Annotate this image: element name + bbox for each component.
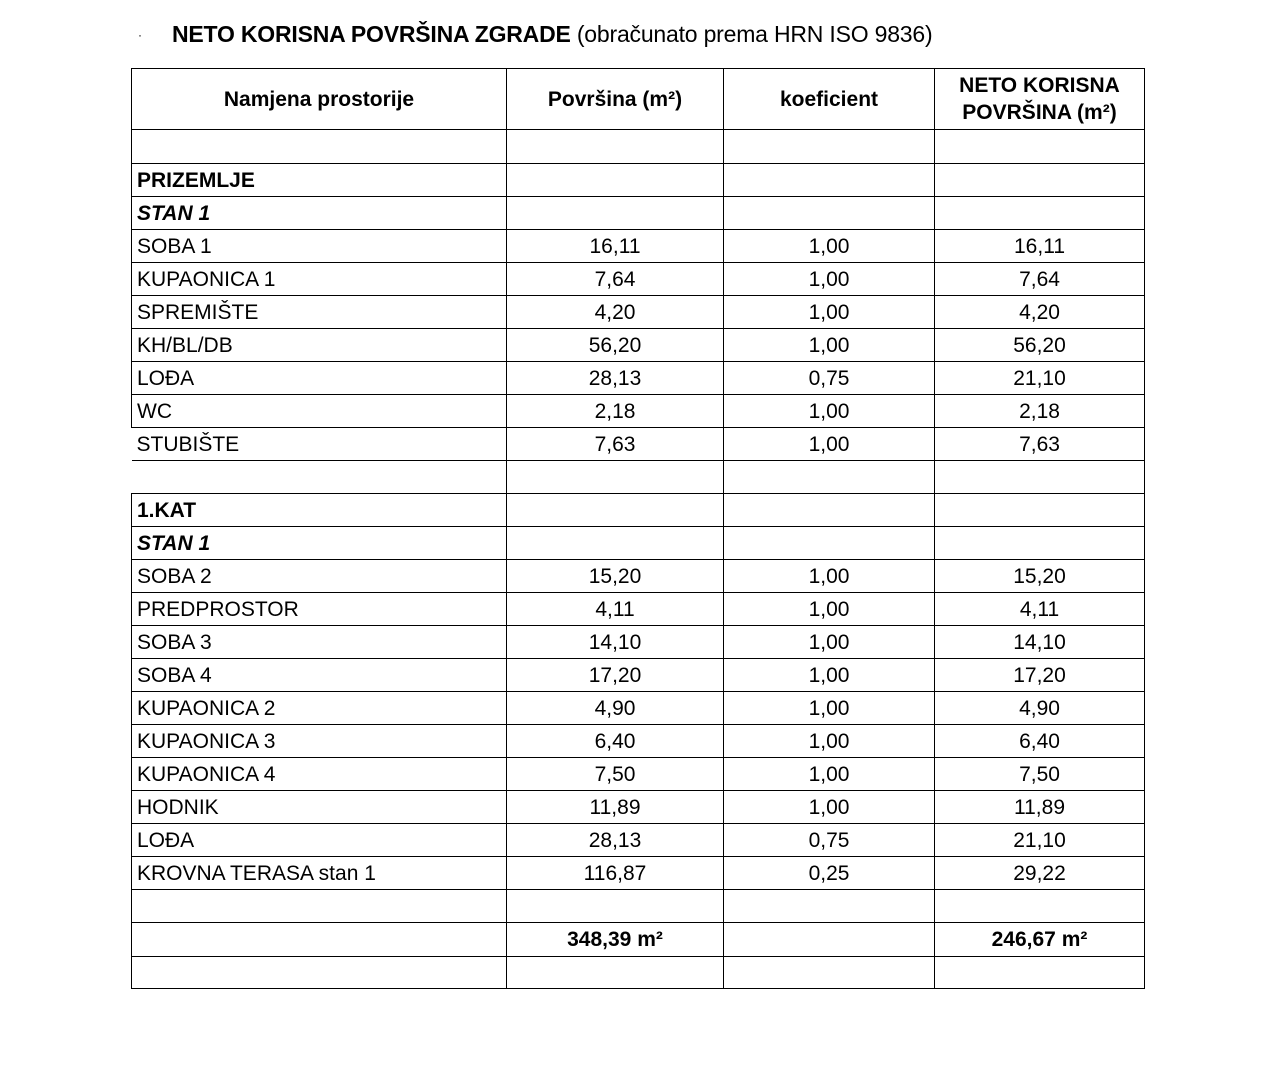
room-net-area: 7,64	[935, 263, 1145, 296]
table-row	[132, 230, 1145, 263]
room-name: STUBIŠTE	[132, 428, 507, 461]
room-net-area: 4,90	[935, 692, 1145, 725]
room-coefficient: 0,75	[724, 824, 935, 857]
table-row	[132, 263, 1145, 296]
room-coefficient: 1,00	[724, 758, 935, 791]
unit-heading-row	[132, 197, 1145, 230]
header-room: Namjena prostorije	[132, 69, 507, 130]
room-coefficient: 1,00	[724, 593, 935, 626]
room-coefficient: 1,00	[724, 395, 935, 428]
floor-first-label: 1.KAT	[132, 494, 507, 527]
room-coefficient: 1,00	[724, 560, 935, 593]
room-net-area: 21,10	[935, 362, 1145, 395]
table-row	[132, 593, 1145, 626]
room-net-area: 7,63	[935, 428, 1145, 461]
total-net-area: 246,67 m²	[935, 923, 1145, 957]
room-coefficient: 1,00	[724, 263, 935, 296]
room-area: 11,89	[507, 791, 724, 824]
room-area: 7,63	[507, 428, 724, 461]
table-row	[132, 560, 1145, 593]
room-name: PREDPROSTOR	[132, 593, 507, 626]
room-name: KUPAONICA 4	[132, 758, 507, 791]
room-net-area: 29,22	[935, 857, 1145, 890]
room-net-area: 14,10	[935, 626, 1145, 659]
document-title-note: (obračunato prema HRN ISO 9836)	[570, 21, 933, 47]
table-row	[132, 791, 1145, 824]
room-coefficient: 1,00	[724, 626, 935, 659]
room-area: 7,64	[507, 263, 724, 296]
room-area: 4,90	[507, 692, 724, 725]
room-area: 2,18	[507, 395, 724, 428]
header-coefficient: koeficient	[724, 69, 935, 130]
totals-row	[132, 923, 1145, 957]
table-row	[132, 758, 1145, 791]
table-row	[132, 725, 1145, 758]
room-name: KUPAONICA 1	[132, 263, 507, 296]
room-net-area: 4,11	[935, 593, 1145, 626]
table-row	[132, 824, 1145, 857]
room-coefficient: 1,00	[724, 725, 935, 758]
empty-row	[132, 957, 1145, 989]
room-name: LOĐA	[132, 362, 507, 395]
table-row	[132, 395, 1145, 428]
document-title	[172, 21, 932, 48]
floor-heading-row	[132, 494, 1145, 527]
room-net-area: 4,20	[935, 296, 1145, 329]
table-row	[132, 296, 1145, 329]
room-name: LOĐA	[132, 824, 507, 857]
room-net-area: 2,18	[935, 395, 1145, 428]
room-area: 28,13	[507, 824, 724, 857]
room-area: 4,20	[507, 296, 724, 329]
room-area: 28,13	[507, 362, 724, 395]
room-net-area: 11,89	[935, 791, 1145, 824]
room-name: KUPAONICA 2	[132, 692, 507, 725]
room-net-area: 15,20	[935, 560, 1145, 593]
room-area: 14,10	[507, 626, 724, 659]
room-area: 56,20	[507, 329, 724, 362]
room-name: WC	[132, 395, 507, 428]
room-area: 17,20	[507, 659, 724, 692]
room-area: 6,40	[507, 725, 724, 758]
room-net-area: 7,50	[935, 758, 1145, 791]
room-name: SOBA 1	[132, 230, 507, 263]
empty-row	[132, 130, 1145, 164]
room-coefficient: 1,00	[724, 428, 935, 461]
document-title-main: NETO KORISNA POVRŠINA ZGRADE	[172, 21, 571, 47]
room-name: SPREMIŠTE	[132, 296, 507, 329]
unit-ground-label: STAN 1	[132, 197, 507, 230]
floor-heading-row	[132, 164, 1145, 197]
room-coefficient: 1,00	[724, 659, 935, 692]
header-area: Površina (m²)	[507, 69, 724, 130]
room-net-area: 56,20	[935, 329, 1145, 362]
room-net-area: 17,20	[935, 659, 1145, 692]
room-area: 4,11	[507, 593, 724, 626]
room-net-area: 16,11	[935, 230, 1145, 263]
room-name: HODNIK	[132, 791, 507, 824]
room-coefficient: 0,75	[724, 362, 935, 395]
room-name: SOBA 4	[132, 659, 507, 692]
room-coefficient: 1,00	[724, 329, 935, 362]
room-coefficient: 1,00	[724, 230, 935, 263]
table-row	[132, 626, 1145, 659]
table-row	[132, 857, 1145, 890]
room-net-area: 21,10	[935, 824, 1145, 857]
room-coefficient: 0,25	[724, 857, 935, 890]
unit-heading-row	[132, 527, 1145, 560]
room-name: KH/BL/DB	[132, 329, 507, 362]
header-net-area: NETO KORISNA POVRŠINA (m²)	[935, 69, 1145, 130]
title-bullet: ·	[138, 28, 142, 42]
total-area: 348,39 m²	[507, 923, 724, 957]
room-name: SOBA 3	[132, 626, 507, 659]
room-area: 16,11	[507, 230, 724, 263]
header-row	[132, 69, 1145, 130]
table-row	[132, 659, 1145, 692]
room-coefficient: 1,00	[724, 692, 935, 725]
table-row	[132, 362, 1145, 395]
room-name: SOBA 2	[132, 560, 507, 593]
room-area: 7,50	[507, 758, 724, 791]
room-area: 15,20	[507, 560, 724, 593]
empty-row	[132, 461, 1145, 494]
area-table	[131, 68, 1145, 989]
table-row	[132, 692, 1145, 725]
table-row	[132, 329, 1145, 362]
room-net-area: 6,40	[935, 725, 1145, 758]
room-coefficient: 1,00	[724, 296, 935, 329]
floor-ground-label: PRIZEMLJE	[132, 164, 507, 197]
unit-first-label: STAN 1	[132, 527, 507, 560]
room-name: KROVNA TERASA stan 1	[132, 857, 507, 890]
room-name: KUPAONICA 3	[132, 725, 507, 758]
empty-row	[132, 890, 1145, 923]
room-coefficient: 1,00	[724, 791, 935, 824]
table-row	[132, 428, 1145, 461]
room-area: 116,87	[507, 857, 724, 890]
